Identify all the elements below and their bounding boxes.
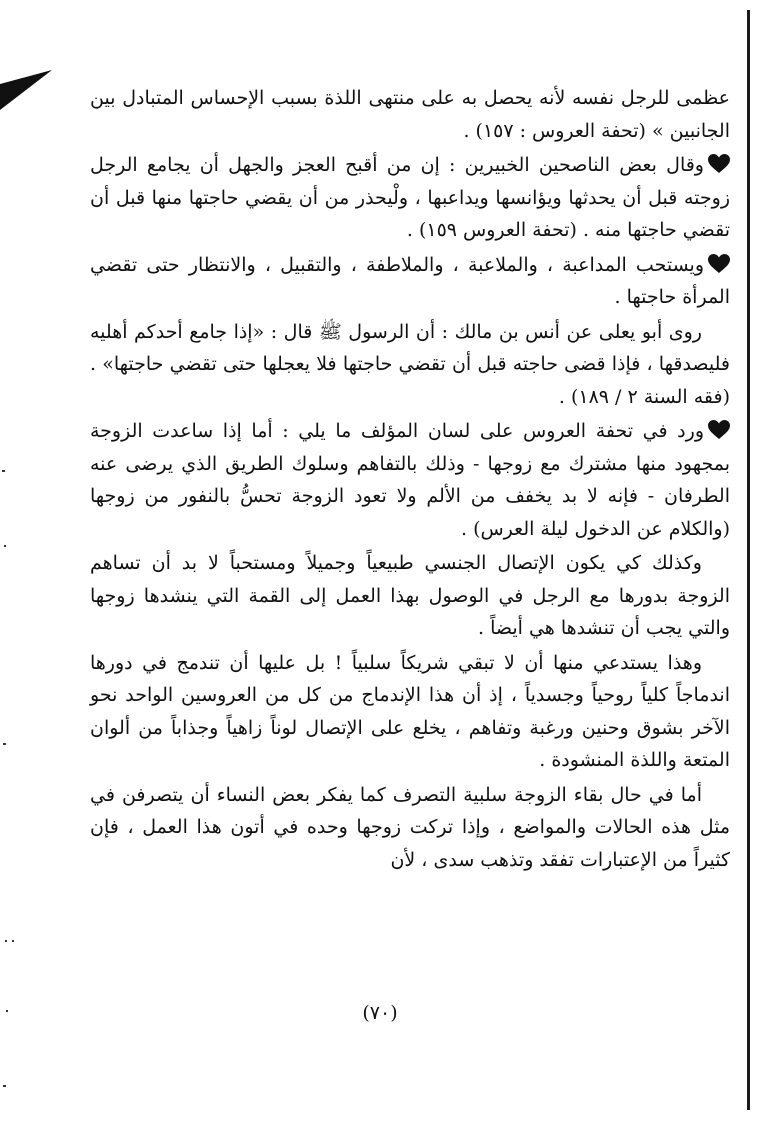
paragraph-text: ويستحب المداعبة ، والملاعبة ، والملاطفة ، والتقبيل ، والانتظار حتى تقضي المرأة حاجتها . xyxy=(90,253,730,308)
heart-icon xyxy=(708,420,730,440)
paragraph xyxy=(90,316,730,414)
page-body xyxy=(90,82,730,878)
paragraph xyxy=(90,547,730,645)
paragraph xyxy=(90,415,730,545)
paragraph-text: وكذلك كي يكون الإتصال الجنسي طبيعياً وجميلاً ومستحباً لا بد أن تساهم الزوجة بدورها مع الرجل في الوصول بهذا العمل إلى القمة التي ينشدها زوجها والتي يجب أن تنشدها هي أيضاً . xyxy=(90,552,730,639)
paragraph xyxy=(90,647,730,777)
heart-icon xyxy=(708,154,730,174)
heart-icon xyxy=(708,254,730,274)
paragraph xyxy=(90,82,730,147)
margin-specks xyxy=(0,0,20,1121)
scan-edge xyxy=(747,10,750,1110)
paragraph xyxy=(90,149,730,247)
paragraph-text: عظمى للرجل نفسه لأنه يحصل به على منتهى اللذة بسبب الإحساس المتبادل بين الجانبين » (تحفة العروس : ١٥٧) . xyxy=(90,87,730,142)
paragraph xyxy=(90,779,730,877)
paragraph-text: وهذا يستدعي منها أن لا تبقي شريكاً سلبياً ! بل عليها أن تندمج في دورها اندماجاً كلياً روحياً وجسدياً ، إذ أن هذا الإندماج من كل من العروسين الواحد نحو الآخر بشوق وحنين ورغبة وتفاهم ، يخلع على الإتصال لوناً زاهياً وجذاباً من ألوان المتعة واللذة المنشودة . xyxy=(90,651,730,771)
paragraph-text: أما في حال بقاء الزوجة سلبية التصرف كما يفكر بعض النساء أن يتصرفن في مثل هذه الحالات والمواضع ، وإذا تركت زوجها وحده في أتون هذا العمل ، فإن كثيراً من الإعتبارات تفقد وتذهب سدى ، لأن xyxy=(90,783,730,871)
paragraph-text: وقال بعض الناصحين الخبيرين : إن من أقبح العجز والجهل أن يجامع الرجل زوجته قبل أن يحدثها ويؤانسها ويداعبها ، ولْيحذر من أن يقضي حاجتها منها قبل أن تقضي حاجتها منه . (تحفة العروس ١٥٩) . xyxy=(90,154,730,241)
page-number: (٧٠) xyxy=(362,1002,398,1024)
paragraph xyxy=(90,249,730,314)
paragraph-text: روى أبو يعلى عن أنس بن مالك : أن الرسول ﷺ قال : «إذا جامع أحدكم أهليه فليصدقها ، فإذا قضى حاجته قبل أن تقضي حاجتها فلا يعجلها حتى تقضي حاجتها» . (فقه السنة ٢ / ١٨٩) . xyxy=(90,320,730,408)
paragraph-text: ورد في تحفة العروس على لسان المؤلف ما يلي : أما إذا ساعدت الزوجة بمجهود منها مشترك مع زوجها - وذلك بالتفاهم وسلوك الطريق الذي يرضى عنه الطرفان - فإنه لا بد يخفف من الألم ولا تعود الزوجة تحسُّ بالنفور من زوجها (والكلام عن الدخول ليلة العرس) . xyxy=(90,420,730,540)
